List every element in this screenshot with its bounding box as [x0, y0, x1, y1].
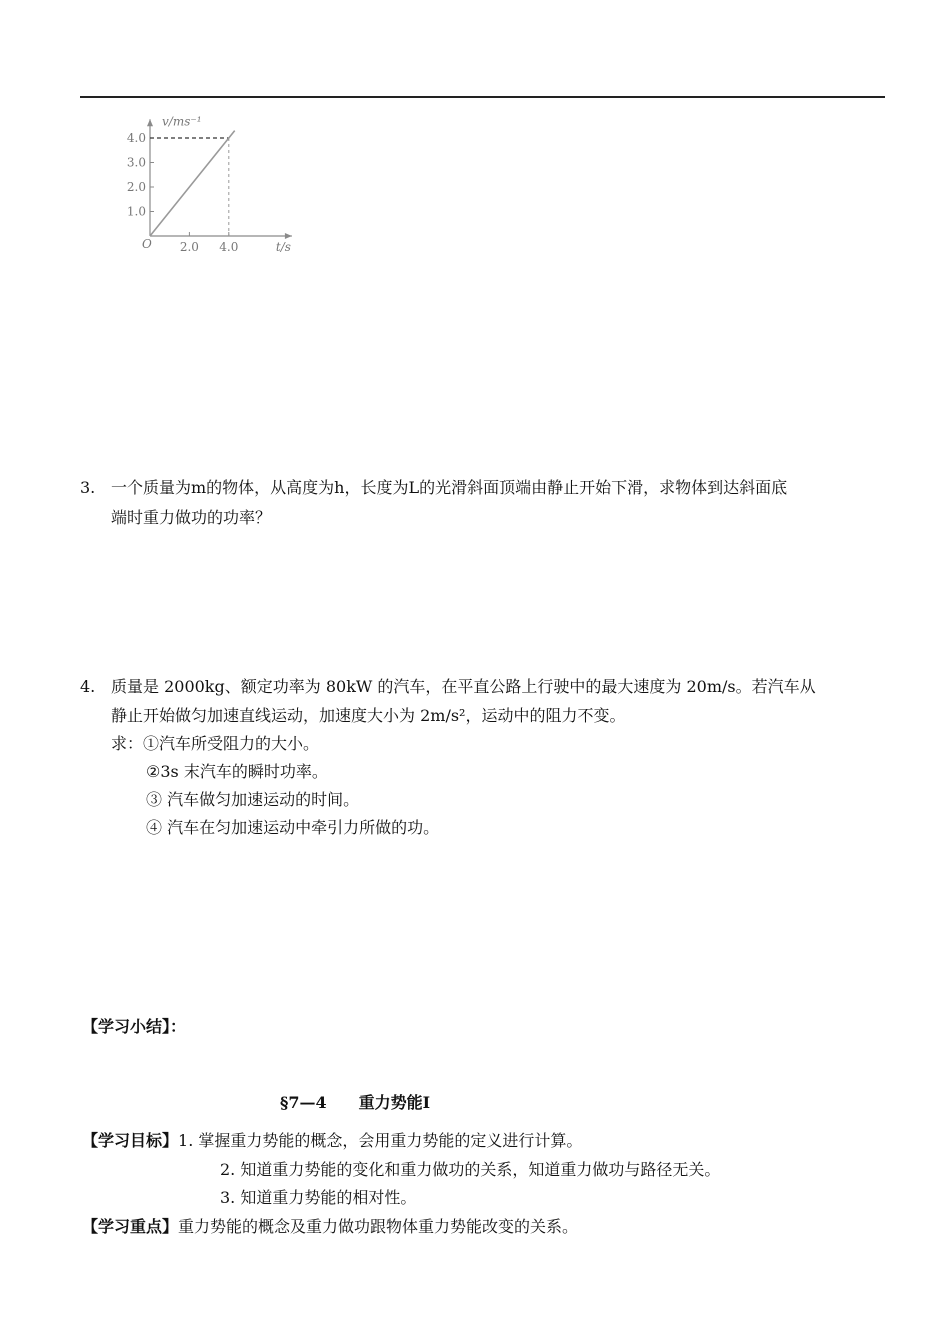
y-tick-label: 1.0	[126, 204, 146, 219]
focus-text: 重力势能的概念及重力做功跟物体重力势能改变的关系。	[178, 1217, 579, 1236]
goal-3: 3. 知道重力势能的相对性。	[220, 1188, 417, 1207]
focus-label: 【学习重点】	[82, 1217, 179, 1236]
x-tick-label: 4.0	[219, 240, 239, 254]
question-4-number: 4.	[80, 677, 96, 696]
goal-2: 2. 知道重力势能的变化和重力做功的关系，知道重力做功与路径无关。	[220, 1160, 721, 1179]
header-rule	[80, 96, 885, 98]
goals-label: 【学习目标】	[82, 1131, 179, 1150]
question-3-line-2: 端时重力做功的功率？	[111, 508, 272, 527]
vt-chart	[118, 100, 318, 260]
vt-chart-svg	[118, 100, 318, 260]
y-tick-label: 2.0	[126, 180, 146, 194]
series-line	[150, 131, 235, 236]
question-4-sub-3: ③ 汽车做匀加速运动的时间。	[146, 790, 360, 809]
question-4-line-2: 静止开始做匀加速直线运动，加速度大小为 2m/s²，运动中的阻力不变。	[111, 706, 626, 725]
question-3-number: 3.	[80, 478, 96, 497]
summary-label: 【学习小结】：	[82, 1017, 187, 1036]
question-4-line-1: 质量是 2000kg、额定功率为 80kW 的汽车，在平直公路上行驶中的最大速度为 20m/s。若汽车从	[111, 677, 816, 696]
focus-row	[82, 1213, 578, 1241]
goal-1: 1. 掌握重力势能的概念，会用重力势能的定义进行计算。	[178, 1131, 583, 1150]
question-4-sub-2: ②3s 末汽车的瞬时功率。	[146, 762, 328, 781]
section-title: §7—4 重力势能Ⅰ	[280, 1093, 431, 1112]
question-4-ask: 求：①汽车所受阻力的大小。	[111, 734, 320, 753]
question-3-line-1: 一个质量为m的物体，从高度为h，长度为L的光滑斜面顶端由静止开始下滑，求物体到达斜面底	[111, 478, 788, 497]
y-tick-label: 3.0	[126, 155, 146, 170]
x-axis-arrow	[285, 233, 292, 239]
question-4-sub-4: ④ 汽车在匀加速运动中牵引力所做的功。	[146, 818, 440, 837]
y-tick-label: 4.0	[126, 131, 146, 145]
x-axis-label: t/s	[275, 240, 291, 254]
origin-label: O	[142, 237, 152, 251]
goals-row-1	[82, 1127, 582, 1155]
y-axis-label: v/ms⁻¹	[162, 114, 202, 129]
x-tick-label: 2.0	[179, 240, 199, 254]
y-axis-arrow	[147, 119, 153, 126]
